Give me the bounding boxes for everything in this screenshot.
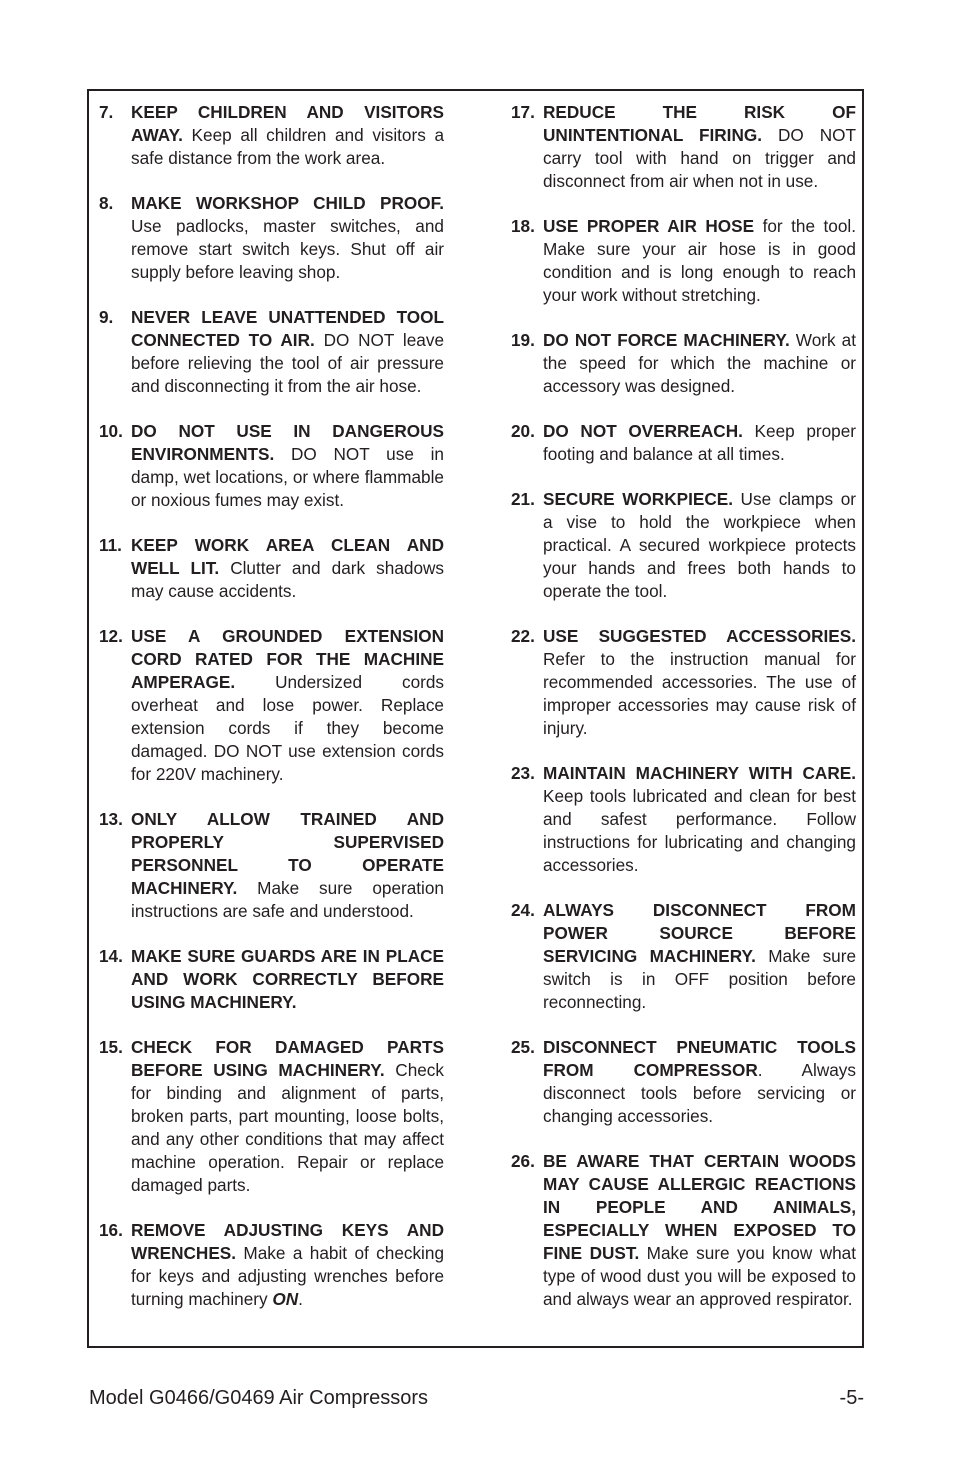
rule-heading: NEVER LEAVE UNATTENDED TOOL CONNECTED TO AIR. [131, 307, 444, 350]
rule-text: Keep proper footing and balance at all times. [543, 421, 856, 464]
footer-model: Model G0466/G0469 Air Compressors [89, 1387, 429, 1409]
left-column [99, 101, 444, 1333]
rule-text: Make sure switch is in OFF position before reconnecting. [543, 946, 857, 1012]
rule-item [99, 420, 444, 512]
rule-heading: SECURE WORKPIECE. [543, 489, 733, 509]
rule-item [511, 1150, 856, 1311]
rule-item [511, 899, 856, 1014]
rule-item [511, 101, 856, 193]
rule-heading: KEEP WORK AREA CLEAN AND WELL LIT. [131, 535, 444, 578]
rule-item [99, 625, 444, 786]
rule-text: for the tool. Make sure your air hose is in good condition and is long enough to reach your work without stretching. [543, 216, 856, 305]
rule-heading: MAKE SURE GUARDS ARE IN PLACE AND WORK CORRECTLY BEFORE USING MACHINERY. [131, 946, 444, 1012]
rule-heading: USE PROPER AIR HOSE [543, 216, 755, 236]
rule-heading: DISCONNECT PNEUMATIC TOOLS FROM COMPRESSOR [543, 1037, 856, 1080]
rule-number: 23. [511, 763, 535, 783]
rule-heading: ALWAYS DISCONNECT FROM POWER SOURCE BEFORE SERVICING MACHINERY. [543, 900, 856, 966]
rule-number: 19. [511, 330, 535, 350]
rule-number: 25. [511, 1037, 535, 1057]
rule-text: Work at the speed for which the machine or accessory was designed. [543, 330, 856, 396]
safety-rules-frame [87, 89, 864, 1348]
rule-text: Use padlocks, master switches, and remove start switch keys. Shut off air supply before leaving shop. [131, 216, 444, 282]
rule-number: 16. [99, 1220, 123, 1240]
page-number: -5- [839, 1387, 864, 1409]
rule-text: Make sure operation instructions are safe and understood. [131, 878, 444, 921]
rule-heading: DO NOT USE IN DANGEROUS ENVIRONMENTS. [131, 421, 444, 464]
rule-number: 14. [99, 946, 123, 966]
rule-text: Keep all children and visitors a safe distance from the work area. [131, 125, 444, 168]
rule-heading: USE SUGGESTED ACCESSORIES. [543, 626, 856, 646]
rule-heading: DO NOT FORCE MACHINERY. [543, 330, 790, 350]
rule-number: 26. [511, 1151, 535, 1171]
rule-heading: REDUCE THE RISK OF UNINTENTIONAL FIRING. [543, 102, 856, 145]
rule-heading: BE AWARE THAT CERTAIN WOODS MAY CAUSE ALLERGIC REACTIONS IN PEOPLE AND ANIMALS, ESPECIALLY WHEN EXPOSED TO FINE DUST. [543, 1151, 856, 1263]
rule-item [511, 762, 856, 877]
rule-number: 18. [511, 216, 535, 236]
rule-number: 22. [511, 626, 535, 646]
rule-text: Undersized cords overheat and lose power. Replace extension cords if they become damaged. DO NOT use extension cords for 220V machinery. [131, 672, 444, 784]
rule-item [511, 1036, 856, 1128]
rule-heading: CHECK FOR DAMAGED PARTS BEFORE USING MACHINERY. [131, 1037, 444, 1080]
right-column [511, 101, 856, 1333]
rule-item [99, 1036, 444, 1197]
rule-text: DO NOT use in damp, wet locations, or where flammable or noxious fumes may exist. [131, 444, 444, 510]
rule-item [511, 329, 856, 398]
rule-text: DO NOT leave before relieving the tool of air pressure and disconnecting it from the air hose. [131, 330, 445, 396]
rule-item [99, 534, 444, 603]
rule-number: 11. [99, 535, 122, 555]
rule-heading: MAKE WORKSHOP CHILD PROOF. [131, 193, 444, 213]
rule-heading: DO NOT OVERREACH. [543, 421, 743, 441]
rule-heading: KEEP CHILDREN AND VISITORS AWAY. [131, 102, 444, 145]
rule-heading: MAINTAIN MACHINERY WITH CARE. [543, 763, 856, 783]
rule-number: 9. [99, 307, 114, 327]
rule-text: Make a habit of checking for keys and adjusting wrenches before turning machinery [131, 1243, 444, 1309]
rule-text: Check for binding and alignment of parts, broken parts, part mounting, loose bolts, and any other conditions that may affect machine operation. Repair or replace damaged parts. [131, 1060, 444, 1195]
rule-heading: ONLY ALLOW TRAINED AND PROPERLY SUPERVISED PERSONNEL TO OPERATE MACHINERY. [131, 809, 444, 898]
rule-number: 10. [99, 421, 123, 441]
rule-number: 13. [99, 809, 123, 829]
rule-number: 17. [511, 102, 535, 122]
rule-number: 20. [511, 421, 535, 441]
rule-text: Use clamps or a vise to hold the workpiece when practical. A secured workpiece protects your hands and frees both hands to operate the tool. [543, 489, 856, 601]
rule-text: DO NOT carry tool with hand on trigger and disconnect from air when not in use. [543, 125, 856, 191]
rule-item [511, 215, 856, 307]
rule-heading: REMOVE ADJUSTING KEYS AND WRENCHES. [131, 1220, 444, 1263]
rule-text: Refer to the instruction manual for recommended accessories. The use of improper accessories may cause risk of injury. [543, 649, 856, 738]
rule-item [99, 306, 444, 398]
rule-item [511, 625, 856, 740]
rule-item [99, 1219, 444, 1311]
rule-text: Make sure you know what type of wood dust you will be exposed to and always wear an approved respirator. [543, 1243, 856, 1309]
rule-number: 15. [99, 1037, 123, 1057]
rule-number: 7. [99, 102, 114, 122]
rule-text: . Always disconnect tools before servicing or changing accessories. [543, 1060, 856, 1126]
rule-text-tail: . [298, 1289, 303, 1309]
rule-text: Keep tools lubricated and clean for best and safest performance. Follow instructions for lubricating and changing accessories. [543, 786, 856, 875]
rule-emphasis: ON [272, 1289, 299, 1309]
rule-text: Clutter and dark shadows may cause accidents. [131, 558, 445, 601]
rule-item [511, 420, 856, 466]
rule-item [99, 192, 444, 284]
rule-number: 8. [99, 193, 114, 213]
rule-item [99, 101, 444, 170]
rule-item [511, 488, 856, 603]
rule-item [99, 808, 444, 923]
rule-number: 21. [511, 489, 535, 509]
rule-number: 12. [99, 626, 123, 646]
rule-number: 24. [511, 900, 535, 920]
rule-item [99, 945, 444, 1014]
rule-heading: USE A GROUNDED EXTENSION CORD RATED FOR THE MACHINE AMPERAGE. [131, 626, 444, 692]
